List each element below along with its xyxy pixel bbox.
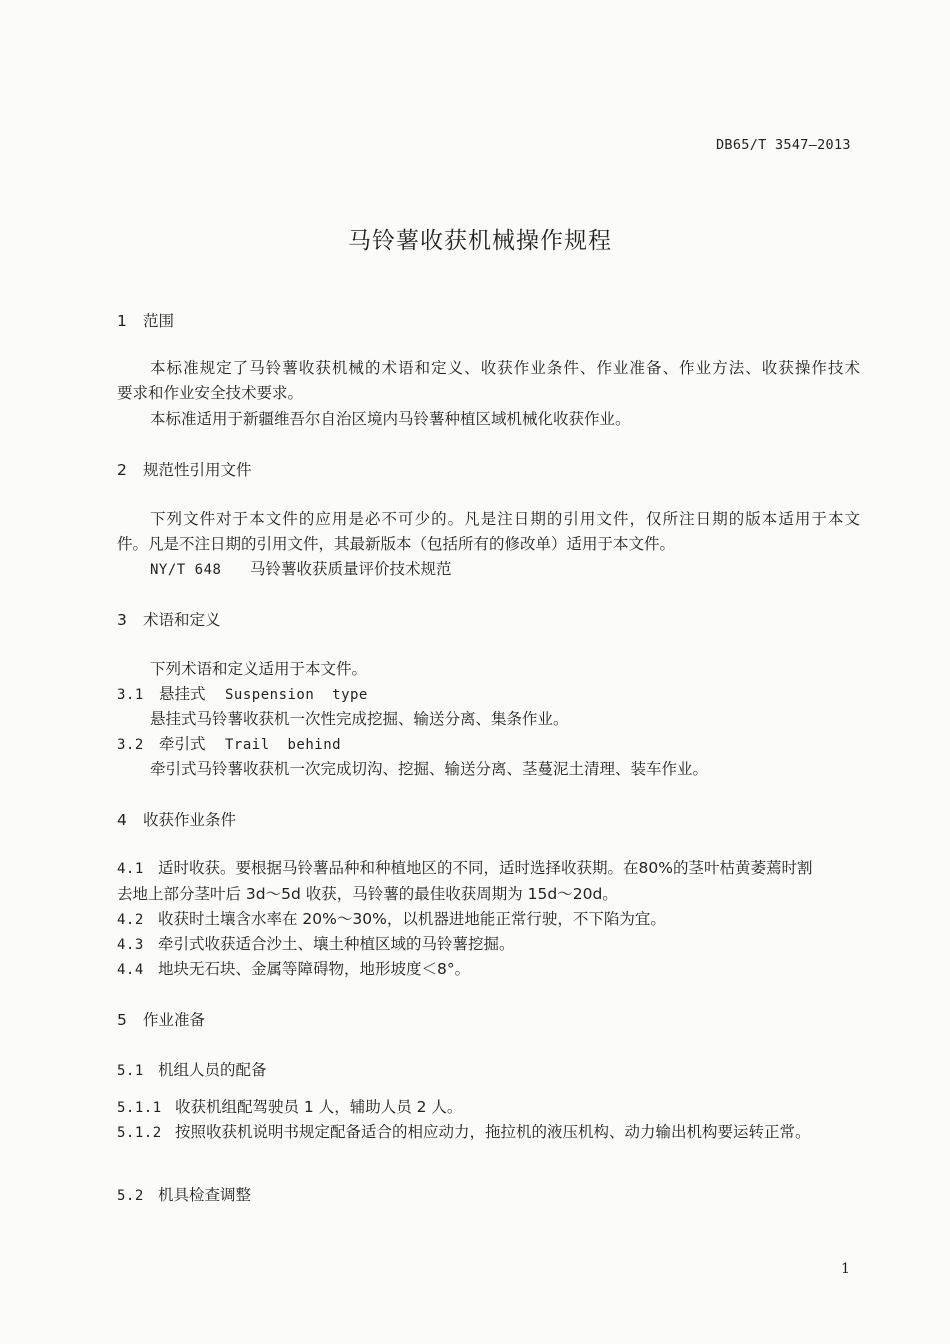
clause-4-3 bbox=[117, 934, 515, 955]
paragraph: 要求和作业安全技术要求。 bbox=[117, 384, 304, 402]
section-1-heading bbox=[117, 311, 174, 331]
clause-number: 5.1.1 bbox=[117, 1100, 162, 1116]
clause-continuation: 去地上部分茎叶后 3d～5d 收获，马铃薯的最佳收获周期为 15d～20d。 bbox=[117, 885, 618, 903]
term-chinese: 牵引式 bbox=[159, 735, 206, 753]
section-title: 收获作业条件 bbox=[143, 811, 237, 829]
term-english: Suspension type bbox=[225, 687, 368, 703]
section-title: 规范性引用文件 bbox=[143, 461, 252, 479]
clause-number: 5.1.2 bbox=[117, 1125, 162, 1141]
page-title: 马铃薯收获机械操作规程 bbox=[348, 228, 612, 254]
clause-text: 收获时土壤含水率在 20%～30%，以机器进地能正常行驶，不下陷为宜。 bbox=[158, 910, 666, 928]
term-definition: 悬挂式马铃薯收获机一次性完成挖掘、输送分离、集条作业。 bbox=[150, 710, 569, 728]
paragraph: 下列文件对于本文件的应用是必不可少的。凡是注日期的引用文件，仅所注日期的版本适用于本文 bbox=[150, 510, 860, 528]
subsection-5-2-heading bbox=[117, 1185, 251, 1206]
section-number: 4 bbox=[117, 811, 127, 829]
section-number: 1 bbox=[117, 312, 127, 330]
term-number: 3.2 bbox=[117, 737, 144, 753]
paragraph: 本标准适用于新疆维吾尔自治区境内马铃薯种植区域机械化收获作业。 bbox=[150, 410, 631, 428]
clause-number: 4.4 bbox=[117, 962, 144, 978]
clause-number: 4.2 bbox=[117, 912, 144, 928]
section-2-heading bbox=[117, 460, 252, 480]
section-title: 术语和定义 bbox=[143, 611, 221, 629]
subsection-title: 机组人员的配备 bbox=[158, 1061, 267, 1079]
term-3-1 bbox=[117, 684, 368, 705]
clause-text: 收获机组配驾驶员 1 人，辅助人员 2 人。 bbox=[175, 1098, 463, 1116]
section-title: 范围 bbox=[143, 312, 175, 330]
subsection-number: 5.2 bbox=[117, 1188, 144, 1204]
clause-4-2 bbox=[117, 909, 666, 930]
reference-title: 马铃薯收获质量评价技术规范 bbox=[250, 560, 452, 578]
clause-number: 4.3 bbox=[117, 937, 144, 953]
section-3-heading bbox=[117, 610, 221, 630]
document-code: DB65/T 3547—2013 bbox=[716, 137, 851, 153]
term-english: Trail behind bbox=[225, 737, 342, 753]
section-5-heading bbox=[117, 1010, 205, 1030]
clause-4-1 bbox=[117, 858, 860, 879]
normative-reference bbox=[150, 559, 452, 580]
section-number: 2 bbox=[117, 461, 127, 479]
section-title: 作业准备 bbox=[143, 1011, 206, 1029]
reference-code: NY/T 648 bbox=[150, 562, 222, 578]
clause-text: 适时收获。要根据马铃薯品种和种植地区的不同，适时选择收获期。在80%的茎叶枯黄萎蔫时割 bbox=[158, 859, 813, 877]
term-definition: 牵引式马铃薯收获机一次完成切沟、挖掘、输送分离、茎蔓泥土清理、装车作业。 bbox=[150, 760, 709, 778]
paragraph: 本标准规定了马铃薯收获机械的术语和定义、收获作业条件、作业准备、作业方法、收获操作技术 bbox=[150, 359, 860, 377]
clause-text: 地块无石块、金属等障碍物，地形坡度＜8°。 bbox=[158, 960, 471, 978]
section-4-heading bbox=[117, 810, 236, 830]
section-number: 3 bbox=[117, 611, 127, 629]
page-number: 1 bbox=[841, 1261, 850, 1277]
subsection-5-1-heading bbox=[117, 1060, 267, 1081]
section-number: 5 bbox=[117, 1011, 127, 1029]
paragraph: 下列术语和定义适用于本文件。 bbox=[150, 660, 368, 678]
clause-4-4 bbox=[117, 959, 470, 980]
clause-number: 4.1 bbox=[117, 861, 144, 877]
clause-text: 牵引式收获适合沙土、壤土种植区域的马铃薯挖掘。 bbox=[158, 935, 515, 953]
term-chinese: 悬挂式 bbox=[159, 685, 206, 703]
paragraph: 件。凡是不注日期的引用文件，其最新版本（包括所有的修改单）适用于本文件。 bbox=[117, 535, 676, 553]
clause-text: 按照收获机说明书规定配备适合的相应动力，拖拉机的液压机构、动力输出机构要运转正常。 bbox=[175, 1123, 811, 1141]
subsection-title: 机具检查调整 bbox=[158, 1186, 252, 1204]
subsection-number: 5.1 bbox=[117, 1063, 144, 1079]
term-3-2 bbox=[117, 734, 341, 755]
clause-5-1-1 bbox=[117, 1097, 462, 1118]
term-number: 3.1 bbox=[117, 687, 144, 703]
clause-5-1-2 bbox=[117, 1122, 811, 1143]
